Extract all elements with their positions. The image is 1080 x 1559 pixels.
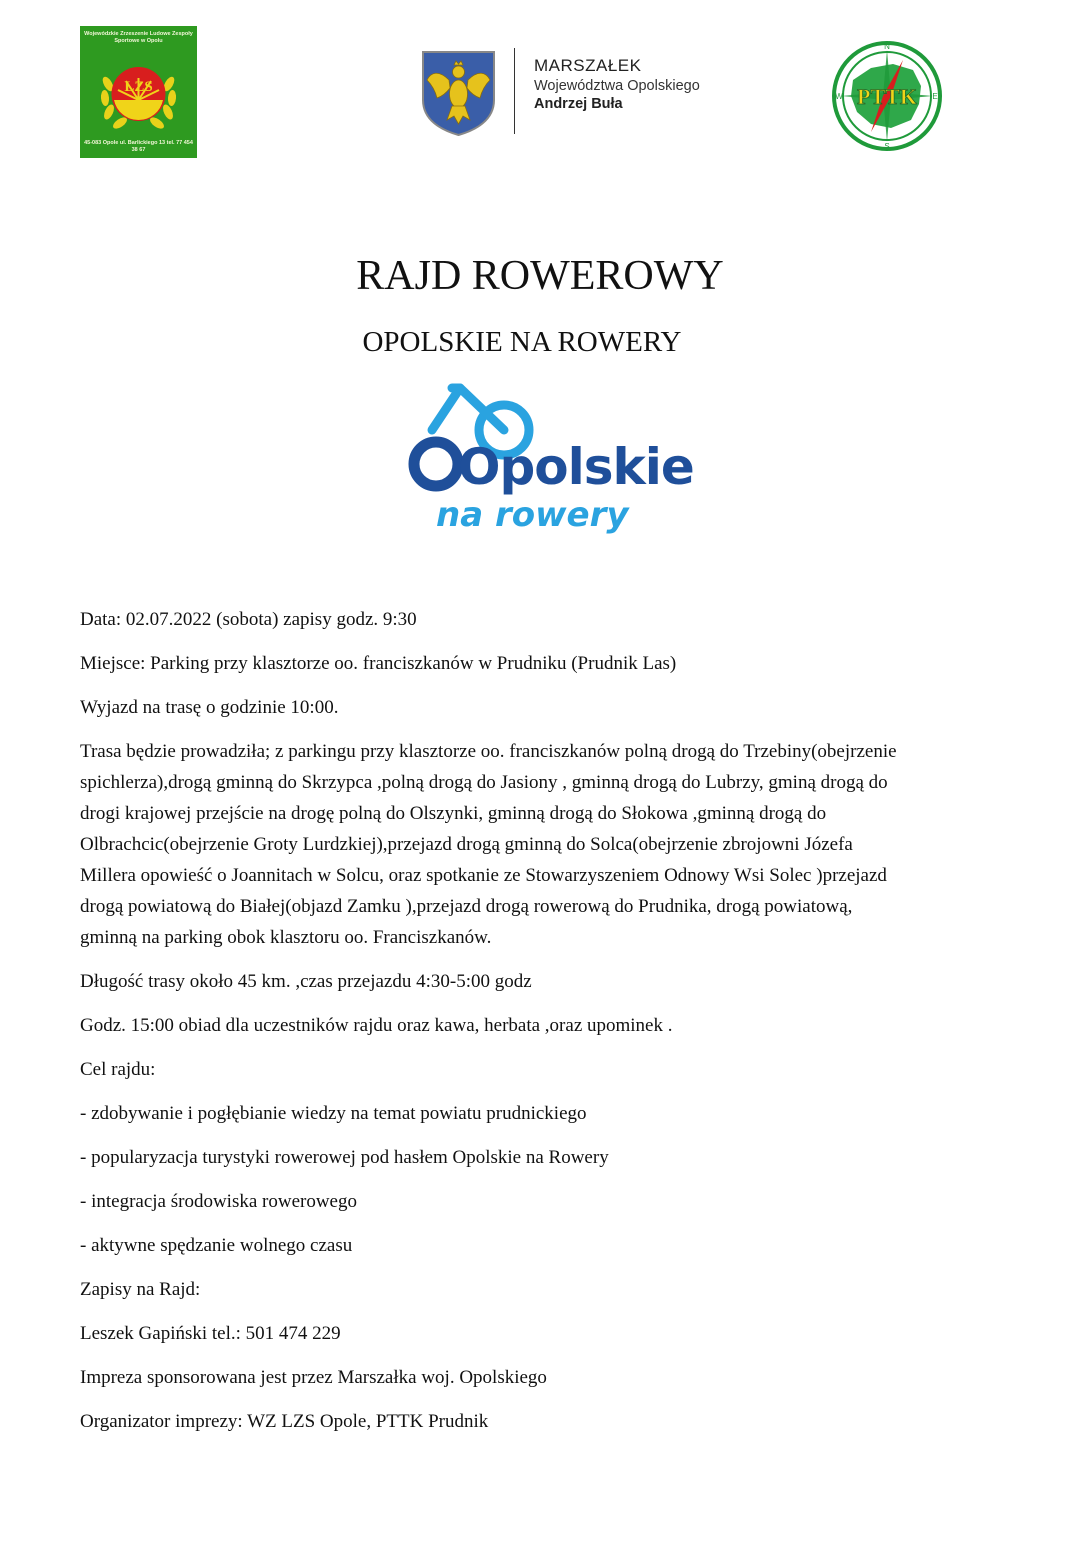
route-line: Trasa będzie prowadziła; z parkingu przy klasztorze oo. franciszkanów polną drogą do Trzebiny(obejrzenie — [80, 741, 897, 762]
page-title: RAJD ROWEROWY — [356, 253, 724, 299]
compass-w: W — [835, 92, 843, 101]
route-line: spichlerza),drogą gminną do Skrzypca ,polną drogą do Jasiony , gminną drogą do Lubrzy, gminą drogą do — [80, 772, 888, 793]
pttk-logo-icon — [831, 40, 943, 152]
compass-e: E — [932, 92, 938, 101]
sponsor-info: Impreza sponsorowana jest przez Marszałka woj. Opolskiego — [80, 1367, 547, 1388]
lzs-emblem-text: LZS — [124, 79, 153, 95]
marshal-name: Andrzej Buła — [534, 96, 623, 112]
signup-contact: Leszek Gapiński tel.: 501 474 229 — [80, 1323, 341, 1344]
lzs-logo-bottom-text: 45-083 Opole ul. Barlickiego 13 tel. 77 454 38 67 — [84, 140, 193, 153]
marshal-divider — [514, 48, 515, 134]
opolskie-coat-of-arms-icon — [421, 50, 496, 136]
compass-n: N — [884, 42, 890, 51]
goal-item: - aktywne spędzanie wolnego czasu — [80, 1235, 353, 1256]
signup-heading: Zapisy na Rajd: — [80, 1279, 201, 1300]
lunch-info: Godz. 15:00 obiad dla uczestników rajdu oraz kawa, herbata ,oraz upominek . — [80, 1015, 673, 1036]
logo-word-opolskie: Opolskie — [458, 438, 694, 496]
organizer-info: Organizator imprezy: WZ LZS Opole, PTTK Prudnik — [80, 1411, 489, 1432]
route-length: Długość trasy około 45 km. ,czas przejazdu 4:30-5:00 godz — [80, 971, 532, 992]
compass-s: S — [884, 142, 890, 151]
pttk-text: PTTK — [857, 84, 917, 109]
route-description — [80, 736, 1000, 953]
route-line: gminną na parking obok klasztoru oo. Franciszkanów. — [80, 927, 492, 948]
event-date: Data: 02.07.2022 (sobota) zapisy godz. 9:30 — [80, 609, 417, 630]
announcement-body — [80, 604, 1000, 1437]
lzs-emblem-icon — [98, 54, 179, 135]
route-line: Olbrachcic(obejrzenie Groty Lurdzkiej),przejazd drogą gminną do Solca(obejrzenie zbrojowni Józefa — [80, 834, 853, 855]
event-place: Miejsce: Parking przy klasztorze oo. franciszkanów w Prudniku (Prudnik Las) — [80, 653, 677, 674]
goal-item: - integracja środowiska rowerowego — [80, 1191, 357, 1212]
event-departure: Wyjazd na trasę o godzinie 10:00. — [80, 697, 339, 718]
route-line: drogi krajowej przejście na drogę polną do Olszynki, gminną drogą do Słokowa ,gminną drogą do — [80, 803, 827, 824]
route-line: Millera opowieść o Joannitach w Solcu, oraz spotkanie ze Stowarzyszeniem Odnowy Wsi Solec )przejazd — [80, 865, 887, 886]
marshal-signature — [534, 56, 700, 112]
goal-item: - zdobywanie i pogłębianie wiedzy na temat powiatu prudnickiego — [80, 1103, 587, 1124]
opolskie-na-rowery-logo — [402, 380, 694, 540]
marshal-voivodeship: Województwa Opolskiego — [534, 78, 700, 94]
page-subtitle: OPOLSKIE NA ROWERY — [362, 326, 682, 358]
marshal-title: MARSZAŁEK — [534, 56, 642, 75]
lzs-logo — [80, 26, 197, 158]
goal-heading: Cel rajdu: — [80, 1059, 156, 1080]
goal-item: - popularyzacja turystyki rowerowej pod hasłem Opolskie na Rowery — [80, 1147, 609, 1168]
lzs-logo-top-text: Wojewódzkie Zrzeszenie Ludowe Zespoły Sportowe w Opolu — [84, 31, 193, 44]
route-line: drogą powiatową do Białej(objazd Zamku ),przejazd drogą rowerową do Prudnika, drogą powiatową, — [80, 896, 853, 917]
logo-word-na-rowery: na rowery — [436, 495, 629, 535]
